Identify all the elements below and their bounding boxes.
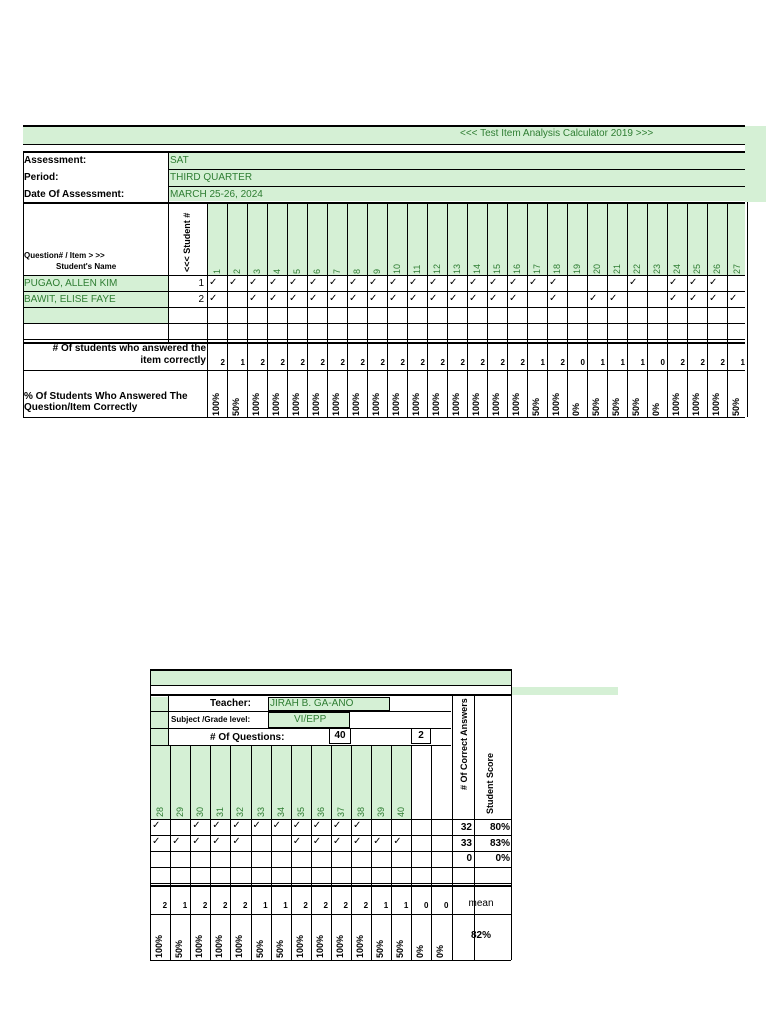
item-number-1: 1 (212, 268, 222, 274)
item-number-6: 6 (312, 268, 322, 274)
check-mark: ✓ (249, 293, 258, 304)
question-item-label: Question# / Item > >> (24, 251, 105, 260)
pct-label: % Of Students Who Answered The Question/Item Correctly (24, 391, 188, 413)
count-value: 2 (162, 901, 168, 910)
count-value: 0 (580, 358, 585, 367)
check-mark: ✓ (589, 293, 598, 304)
count-value: 1 (383, 901, 389, 910)
bottom-title-band (150, 671, 511, 685)
item-number-19: 19 (572, 263, 582, 274)
percent-value: 50% (254, 939, 265, 958)
check-mark: ✓ (272, 820, 281, 831)
percent-value: 100% (471, 392, 481, 416)
check-mark: ✓ (549, 293, 558, 304)
count-value: 2 (243, 901, 248, 910)
count-value: 1 (403, 901, 409, 910)
percent-value: 100% (711, 392, 721, 416)
item-number-30: 30 (195, 806, 206, 817)
item-number-40: 40 (396, 806, 407, 817)
check-mark: ✓ (409, 277, 418, 288)
check-mark: ✓ (232, 836, 241, 847)
percent-value: 100% (194, 934, 205, 958)
count-value: 2 (500, 358, 505, 367)
percent-value: 100% (331, 392, 341, 416)
check-mark: ✓ (349, 293, 358, 304)
count-label: # Of students who answered the item correctly (52, 343, 206, 366)
app-title: <<< Test Item Analysis Calculator 2019 >>> (460, 128, 654, 139)
count-value: 2 (440, 358, 445, 367)
student-num-header: <<< Student # (182, 212, 192, 272)
count-value: 2 (340, 358, 345, 367)
check-mark: ✓ (529, 277, 538, 288)
count-value: 2 (323, 901, 328, 910)
check-mark: ✓ (289, 293, 298, 304)
percent-value: 100% (355, 934, 365, 958)
count-value: 2 (260, 358, 265, 367)
student-num-2: 2 (198, 294, 204, 305)
check-mark: ✓ (212, 836, 221, 847)
check-mark: ✓ (212, 820, 221, 831)
teacher-label: Teacher: (210, 698, 251, 709)
item-number-27: 27 (732, 263, 742, 274)
check-mark: ✓ (332, 836, 342, 847)
percent-value: 0% (651, 402, 661, 416)
count-value: 1 (283, 901, 288, 910)
check-mark: ✓ (609, 293, 618, 304)
percent-value: 50% (231, 397, 241, 416)
percent-value: 100% (671, 392, 681, 416)
score-2: 83% (489, 838, 510, 849)
percent-value: 50% (531, 397, 541, 416)
check-mark: ✓ (369, 293, 378, 304)
check-mark: ✓ (232, 820, 241, 831)
subject-label: Subject /Grade level: (171, 715, 251, 724)
item-number-20: 20 (592, 263, 602, 274)
percent-value: 100% (551, 392, 561, 416)
item-number-24: 24 (672, 263, 682, 274)
percent-value: 100% (511, 392, 521, 416)
percent-value: 50% (395, 939, 406, 958)
item-number-7: 7 (332, 268, 342, 274)
check-mark: ✓ (289, 277, 298, 288)
count-value: 1 (740, 358, 745, 367)
check-mark: ✓ (192, 836, 201, 847)
item-number-25: 25 (692, 263, 702, 274)
percent-value: 100% (691, 392, 701, 416)
count-value: 2 (303, 901, 308, 910)
count-value: 2 (202, 901, 208, 910)
percent-value: 100% (451, 392, 461, 416)
count-value: 2 (280, 358, 285, 367)
percent-value: 100% (211, 392, 221, 416)
percent-value: 100% (251, 392, 261, 416)
item-number-9: 9 (372, 268, 382, 274)
check-mark: ✓ (709, 293, 718, 304)
check-mark: ✓ (349, 277, 358, 288)
student-name-2: BAWIT, ELISE FAYE (24, 294, 116, 305)
percent-value: 100% (351, 392, 361, 416)
check-mark: ✓ (509, 293, 518, 304)
count-value: 2 (560, 358, 565, 367)
check-mark: ✓ (689, 293, 698, 304)
percent-value: 100% (314, 934, 325, 958)
percent-value: 100% (154, 934, 164, 958)
check-mark: ✓ (369, 277, 378, 288)
check-mark: ✓ (353, 820, 362, 831)
correct-answers-header: # Of Correct Answers (459, 698, 469, 790)
count-value: 2 (680, 358, 685, 367)
percent-value: 50% (174, 939, 185, 958)
count-value: 0 (423, 901, 429, 910)
check-mark: ✓ (389, 293, 398, 304)
item-number-28: 28 (155, 806, 165, 817)
item-number-4: 4 (272, 268, 282, 274)
item-number-21: 21 (612, 263, 622, 274)
questions-extra: 2 (411, 728, 431, 744)
check-mark: ✓ (192, 820, 201, 831)
item-number-17: 17 (532, 263, 542, 274)
check-mark: ✓ (152, 836, 161, 847)
check-mark: ✓ (329, 293, 338, 304)
check-mark: ✓ (509, 277, 518, 288)
item-number-31: 31 (215, 806, 226, 817)
count-value: 0 (444, 901, 449, 910)
score-3: 0% (495, 853, 510, 864)
check-mark: ✓ (329, 277, 338, 288)
percent-value: 50% (611, 397, 621, 416)
count-value: 2 (320, 358, 325, 367)
count-value: 2 (480, 358, 485, 367)
correct-1: 32 (460, 822, 472, 833)
count-value: 1 (620, 358, 625, 367)
item-number-15: 15 (492, 263, 502, 274)
percent-value: 0% (571, 402, 581, 416)
item-number-36: 36 (315, 806, 326, 817)
item-number-38: 38 (356, 806, 366, 817)
item-number-18: 18 (552, 263, 562, 274)
percent-value: 100% (291, 392, 301, 416)
check-mark: ✓ (209, 293, 218, 304)
item-number-34: 34 (275, 806, 286, 817)
count-value: 2 (220, 358, 225, 367)
count-value: 1 (240, 358, 245, 367)
check-mark: ✓ (469, 277, 478, 288)
check-mark: ✓ (312, 820, 322, 831)
correct-2: 33 (460, 838, 472, 849)
check-mark: ✓ (729, 293, 738, 304)
assessment-value: SAT (170, 155, 189, 166)
period-label: Period: (24, 172, 59, 183)
mean-label: mean (468, 898, 494, 909)
student-num-1: 1 (198, 278, 204, 289)
check-mark: ✓ (249, 277, 258, 288)
check-mark: ✓ (489, 277, 498, 288)
percent-value: 0% (415, 944, 426, 958)
check-mark: ✓ (373, 836, 382, 847)
student-name-header: Student's Name (56, 262, 117, 271)
count-value: 2 (300, 358, 305, 367)
percent-value: 100% (214, 934, 225, 958)
student-score-header: Student Score (485, 752, 495, 814)
item-number-8: 8 (352, 268, 362, 274)
check-mark: ✓ (389, 277, 398, 288)
check-mark: ✓ (709, 277, 718, 288)
mean-value: 82% (470, 930, 491, 941)
count-value: 2 (400, 358, 405, 367)
percent-value: 50% (731, 397, 741, 416)
item-number-37: 37 (335, 806, 346, 817)
count-value: 2 (360, 358, 365, 367)
student-name-1: PUGAO, ALLEN KIM (24, 278, 118, 289)
date-label: Date Of Assessment: (24, 189, 125, 200)
period-value: THIRD QUARTER (170, 172, 253, 183)
item-number-11: 11 (412, 264, 422, 274)
item-number-26: 26 (712, 263, 722, 274)
percent-value: 50% (274, 939, 285, 958)
count-value: 1 (540, 358, 545, 367)
count-value: 1 (600, 358, 605, 367)
teacher-value: JIRAH B. GA-ANO (270, 698, 354, 709)
percent-value: 100% (431, 392, 441, 416)
check-mark: ✓ (489, 293, 498, 304)
subject-value: VI/EPP (294, 714, 327, 725)
count-value: 2 (720, 358, 725, 367)
item-number-3: 3 (252, 268, 262, 274)
percent-value: 100% (234, 934, 245, 958)
percent-value: 0% (435, 944, 446, 958)
count-value: 1 (182, 901, 188, 910)
count-value: 1 (263, 901, 268, 910)
count-value: 2 (380, 358, 385, 367)
item-number-2: 2 (232, 268, 242, 274)
check-mark: ✓ (669, 277, 678, 288)
check-mark: ✓ (172, 836, 181, 847)
check-mark: ✓ (429, 277, 438, 288)
percent-value: 100% (391, 392, 401, 416)
item-number-35: 35 (295, 806, 306, 817)
item-number-39: 39 (376, 806, 387, 817)
check-mark: ✓ (449, 277, 458, 288)
check-mark: ✓ (689, 277, 698, 288)
check-mark: ✓ (209, 277, 218, 288)
side-band (745, 126, 766, 202)
check-mark: ✓ (669, 293, 678, 304)
count-value: 2 (460, 358, 465, 367)
item-number-16: 16 (512, 263, 522, 274)
percent-value: 100% (271, 392, 281, 416)
count-value: 2 (343, 901, 348, 910)
item-number-32: 32 (235, 806, 246, 817)
check-mark: ✓ (449, 293, 458, 304)
check-mark: ✓ (269, 293, 278, 304)
check-mark: ✓ (409, 293, 418, 304)
date-value: MARCH 25-26, 2024 (170, 189, 263, 200)
percent-value: 100% (411, 392, 421, 416)
check-mark: ✓ (152, 820, 161, 831)
questions-label: # Of Questions: (210, 732, 285, 743)
bottom-left-band (150, 697, 168, 745)
count-value: 2 (420, 358, 425, 367)
percent-value: 50% (631, 397, 641, 416)
percent-value: 50% (375, 939, 386, 958)
correct-3: 0 (466, 853, 472, 864)
assessment-label: Assessment: (24, 155, 87, 166)
check-mark: ✓ (269, 277, 278, 288)
check-mark: ✓ (252, 820, 261, 831)
percent-value: 100% (491, 392, 501, 416)
item-number-29: 29 (175, 806, 186, 817)
item-number-5: 5 (292, 268, 302, 274)
check-mark: ✓ (549, 277, 558, 288)
count-value: 2 (520, 358, 525, 367)
check-mark: ✓ (353, 836, 362, 847)
item-number-33: 33 (255, 806, 266, 817)
check-mark: ✓ (312, 836, 322, 847)
check-mark: ✓ (332, 820, 342, 831)
count-value: 2 (363, 901, 369, 910)
check-mark: ✓ (309, 293, 318, 304)
score-1: 80% (489, 822, 510, 833)
item-number-22: 22 (632, 263, 642, 274)
percent-value: 50% (591, 397, 601, 416)
count-value: 0 (660, 358, 665, 367)
check-mark: ✓ (469, 293, 478, 304)
item-number-13: 13 (452, 263, 462, 274)
check-mark: ✓ (309, 277, 318, 288)
percent-value: 100% (334, 934, 345, 958)
percent-value: 100% (294, 934, 305, 958)
percent-value: 100% (311, 392, 321, 416)
check-mark: ✓ (629, 277, 638, 288)
bottom-side-band (511, 687, 618, 695)
questions-value: 40 (329, 728, 351, 744)
percent-value: 100% (371, 392, 381, 416)
item-number-12: 12 (432, 263, 442, 274)
check-mark: ✓ (229, 277, 238, 288)
item-number-23: 23 (652, 263, 662, 274)
check-mark: ✓ (292, 836, 302, 847)
check-mark: ✓ (429, 293, 438, 304)
item-number-14: 14 (472, 263, 482, 274)
count-value: 1 (640, 358, 645, 367)
count-value: 2 (222, 901, 228, 910)
check-mark: ✓ (393, 836, 402, 847)
count-value: 2 (700, 358, 705, 367)
item-number-10: 10 (392, 263, 402, 274)
check-mark: ✓ (292, 820, 302, 831)
